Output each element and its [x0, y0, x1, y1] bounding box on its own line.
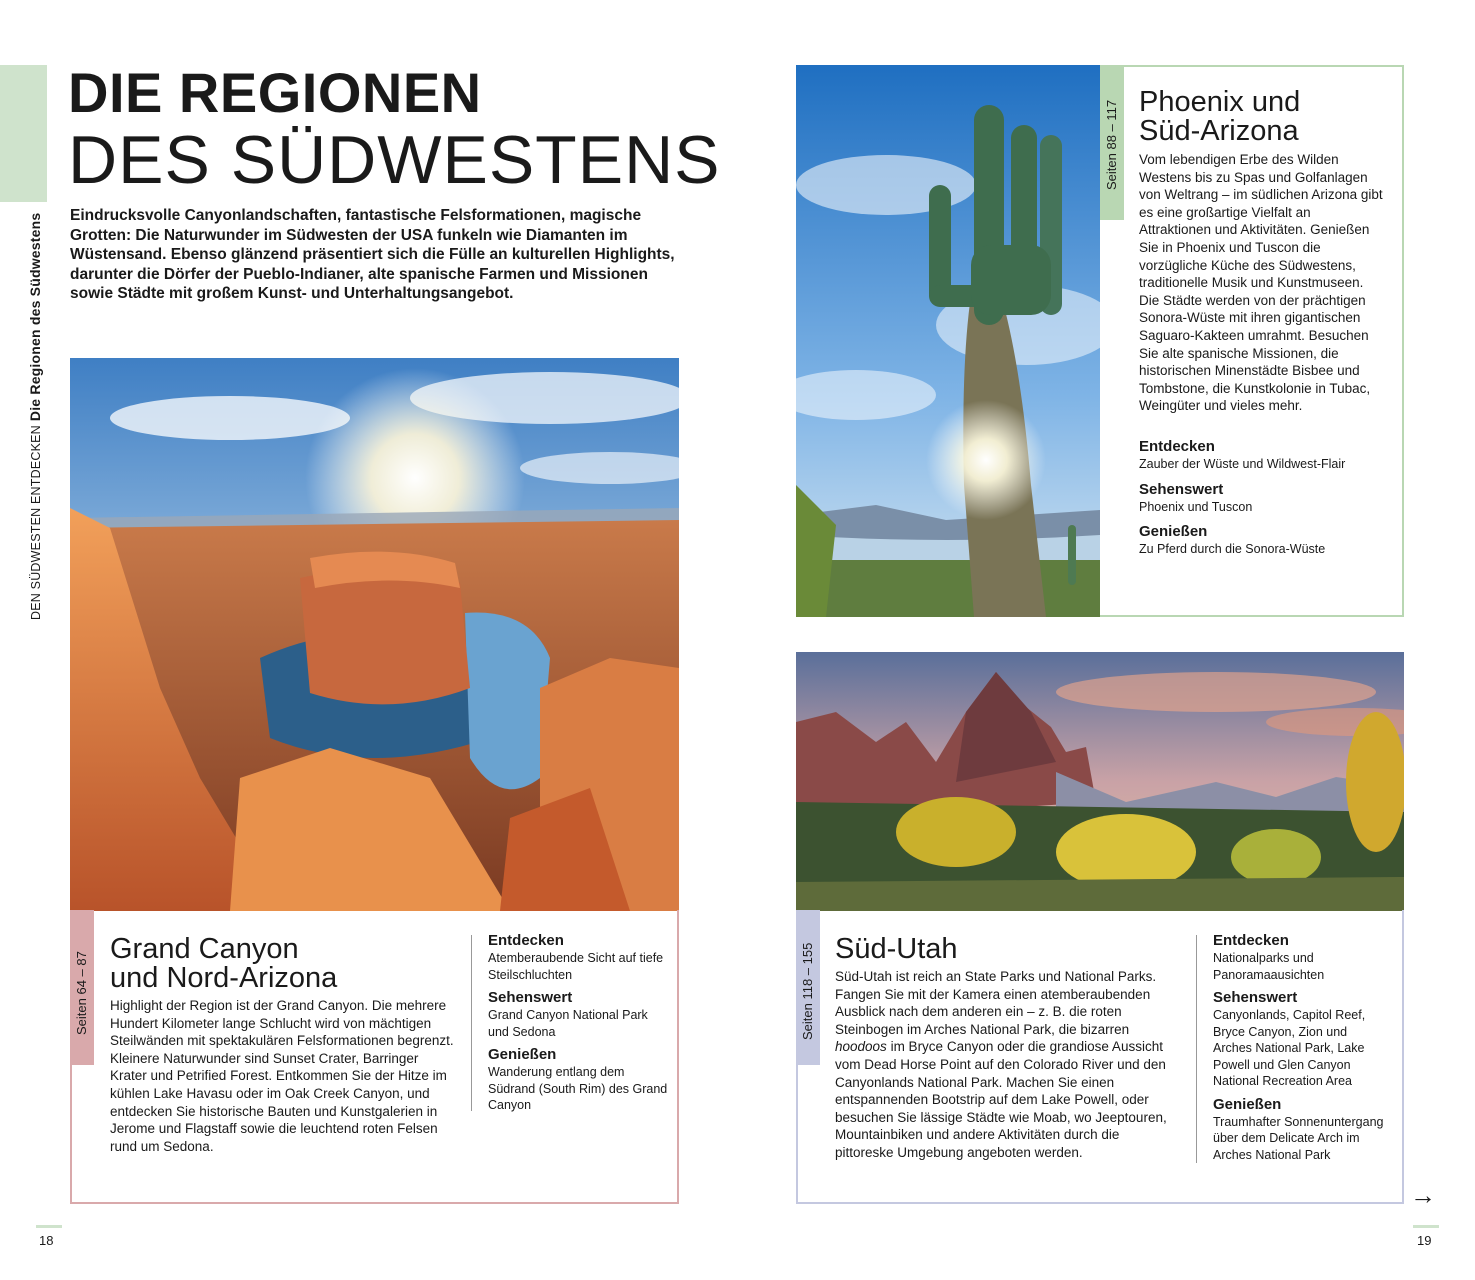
utah-divider: [1196, 935, 1197, 1163]
px-entdecken-text: Zauber der Wüste und Wildwest-Flair: [1139, 457, 1346, 471]
utah-title: Süd-Utah: [835, 933, 958, 965]
utah-pages-tab: [796, 910, 820, 1065]
intro-paragraph: Eindrucksvolle Canyonlandschaften, fantastische Felsformationen, magische Grotten: Die Naturwunder im Südwesten der USA funkeln wie Diamanten im Wüstensand. Ebenso glänzend präsentiert sich die Fülle an kulturellen Highlights, darunter die Dörfer der Pueblo-Indianer, alte spanische Farmen und Missionen sowie Städte mit großem Kunst- und Unterhaltungsangebot.: [70, 207, 675, 302]
grand-canyon-divider: [471, 935, 472, 1111]
phoenix-title-line2: Süd-Arizona: [1139, 115, 1299, 147]
saguaro-photo: [796, 65, 1100, 617]
ut-geniessen-heading: Genießen: [1213, 1095, 1282, 1113]
px-geniessen-heading: Genießen: [1139, 523, 1208, 540]
utah-highlights: [1213, 932, 1385, 1163]
ut-entdecken-heading: Entdecken: [1213, 932, 1289, 949]
running-head: [20, 200, 50, 620]
utah-body-part2: im Bryce Canyon oder die grandiose Aussicht vom Dead Horse Point auf den Colorado River und den Canyonlands National Park. Machen Sie einen entspannenden Bootstrip auf dem Lake Powell, oder besuchen Sie lässige Städte wie Moab, wo Jeeptouren, Mountainbiken und andere Aktivitäten durch die pittoreske Umgebung angeboten werden.: [835, 1039, 1167, 1160]
phoenix-pages-tab: [1100, 65, 1124, 220]
page-number-rule-left: [36, 1225, 62, 1228]
running-head-chapter: DEN SÜDWESTEN ENTDECKEN: [29, 425, 43, 620]
page-number-right: 19: [1417, 1233, 1432, 1248]
page-title-line1: DIE REGIONEN: [68, 61, 482, 124]
page-number-left: 18: [39, 1233, 54, 1248]
section-tab: [0, 65, 47, 202]
phoenix-body: Vom lebendigen Erbe des Wilden Westens bis zu Spas und Golfanlagen von Weltrang – im südlichen Arizona gibt es eine großartige Vielfalt an Attraktionen und Aktivitäten. Genießen Sie in Phoenix und Tuscon die vorzügliche Küche des Südwestens, traditionelle Musik und Kunstmuseen. Die Städte werden von der prächtigen Sonora-Wüste mit ihren gigantischen Saguaro-Kakteen umrahmt. Besuchen Sie alte spanische Missionen, die historischen Minenstädte Bisbee und Tombstone, die Kunstkolonie in Tubac, Weingüter und vieles mehr.: [1139, 152, 1383, 414]
utah-body-part1: Süd-Utah ist reich an State Parks und National Parks. Fangen Sie mit der Kamera einen atemberaubenden Ausblick nach dem anderen ein – z. B. die roten Steinbogen im Arches National Park, die bizarren: [835, 969, 1157, 1037]
ut-sehenswert-heading: Sehenswert: [1213, 989, 1298, 1006]
px-geniessen-text: Zu Pferd durch die Sonora-Wüste: [1139, 542, 1326, 556]
px-sehenswert-heading: Sehenswert: [1139, 480, 1224, 498]
px-sehenswert-text: Phoenix und Tuscon: [1139, 499, 1253, 514]
phoenix-pages: Seiten 88 – 117: [1104, 99, 1119, 190]
grand-canyon-highlights: [488, 932, 668, 1114]
running-head-section: Die Regionen des Südwestens: [27, 212, 43, 422]
utah-pages: Seiten 118 – 155: [800, 942, 815, 1040]
gc-entdecken-heading: Entdecken: [488, 932, 564, 949]
phoenix-title-line1: Phoenix und: [1139, 86, 1301, 118]
px-entdecken-heading: Entdecken: [1139, 438, 1215, 455]
utah-body: [835, 968, 1180, 1162]
page-number-rule-right: [1413, 1225, 1439, 1228]
gc-entdecken-text: Atemberaubende Sicht auf tiefe Steilschluchten: [488, 951, 664, 982]
page-title-line2: DES SÜDWESTENS: [68, 122, 721, 198]
grand-canyon-pages-tab: [70, 910, 94, 1065]
grand-canyon-body: Highlight der Region ist der Grand Canyon. Die mehrere Hundert Kilometer lange Schlucht wird von mächtigen Steilwänden mit spektakulären Felsformationen begrenzt. Kleinere Naturwunder sind Sunset Crater, Barringer Krater und Petrified Forest. Entkommen Sie der Hitze im kühlen Lake Havasu oder im Oak Creek Canyon, und entdecken Sie historische Bauten und Kunstgalerien in Jerome und Flagstaff sowie die leuchtend roten Felsen rund um Sedona.: [110, 998, 454, 1154]
utah-body-italic: hoodoos: [835, 1039, 887, 1055]
zion-photo: [796, 652, 1404, 911]
grand-canyon-photo: [70, 358, 679, 911]
gc-sehenswert-text: Grand Canyon National Park und Sedona: [488, 1008, 648, 1039]
grand-canyon-title-line1: Grand Canyon: [110, 933, 299, 965]
phoenix-highlights: [1139, 438, 1389, 558]
gc-sehenswert-heading: Sehenswert: [488, 989, 573, 1006]
gc-geniessen-heading: Genießen: [488, 1046, 557, 1063]
next-page-arrow-icon[interactable]: →: [1410, 1180, 1436, 1210]
ut-sehenswert-text: Canyonlands, Capitol Reef, Bryce Canyon, Zion und Arches National Park, Lake Powell und Glen Canyon National Recreation Area: [1213, 1008, 1366, 1088]
grand-canyon-pages: Seiten 64 – 87: [74, 951, 89, 1035]
gc-geniessen-text: Wanderung entlang dem Südrand (South Rim) des Grand Canyon: [488, 1065, 668, 1112]
ut-geniessen-text: Traumhafter Sonnenuntergang über dem Delicate Arch im Arches National Park: [1213, 1114, 1384, 1162]
grand-canyon-title-line2: und Nord-Arizona: [110, 962, 338, 994]
ut-entdecken-text: Nationalparks und Panoramaausichten: [1213, 951, 1325, 982]
